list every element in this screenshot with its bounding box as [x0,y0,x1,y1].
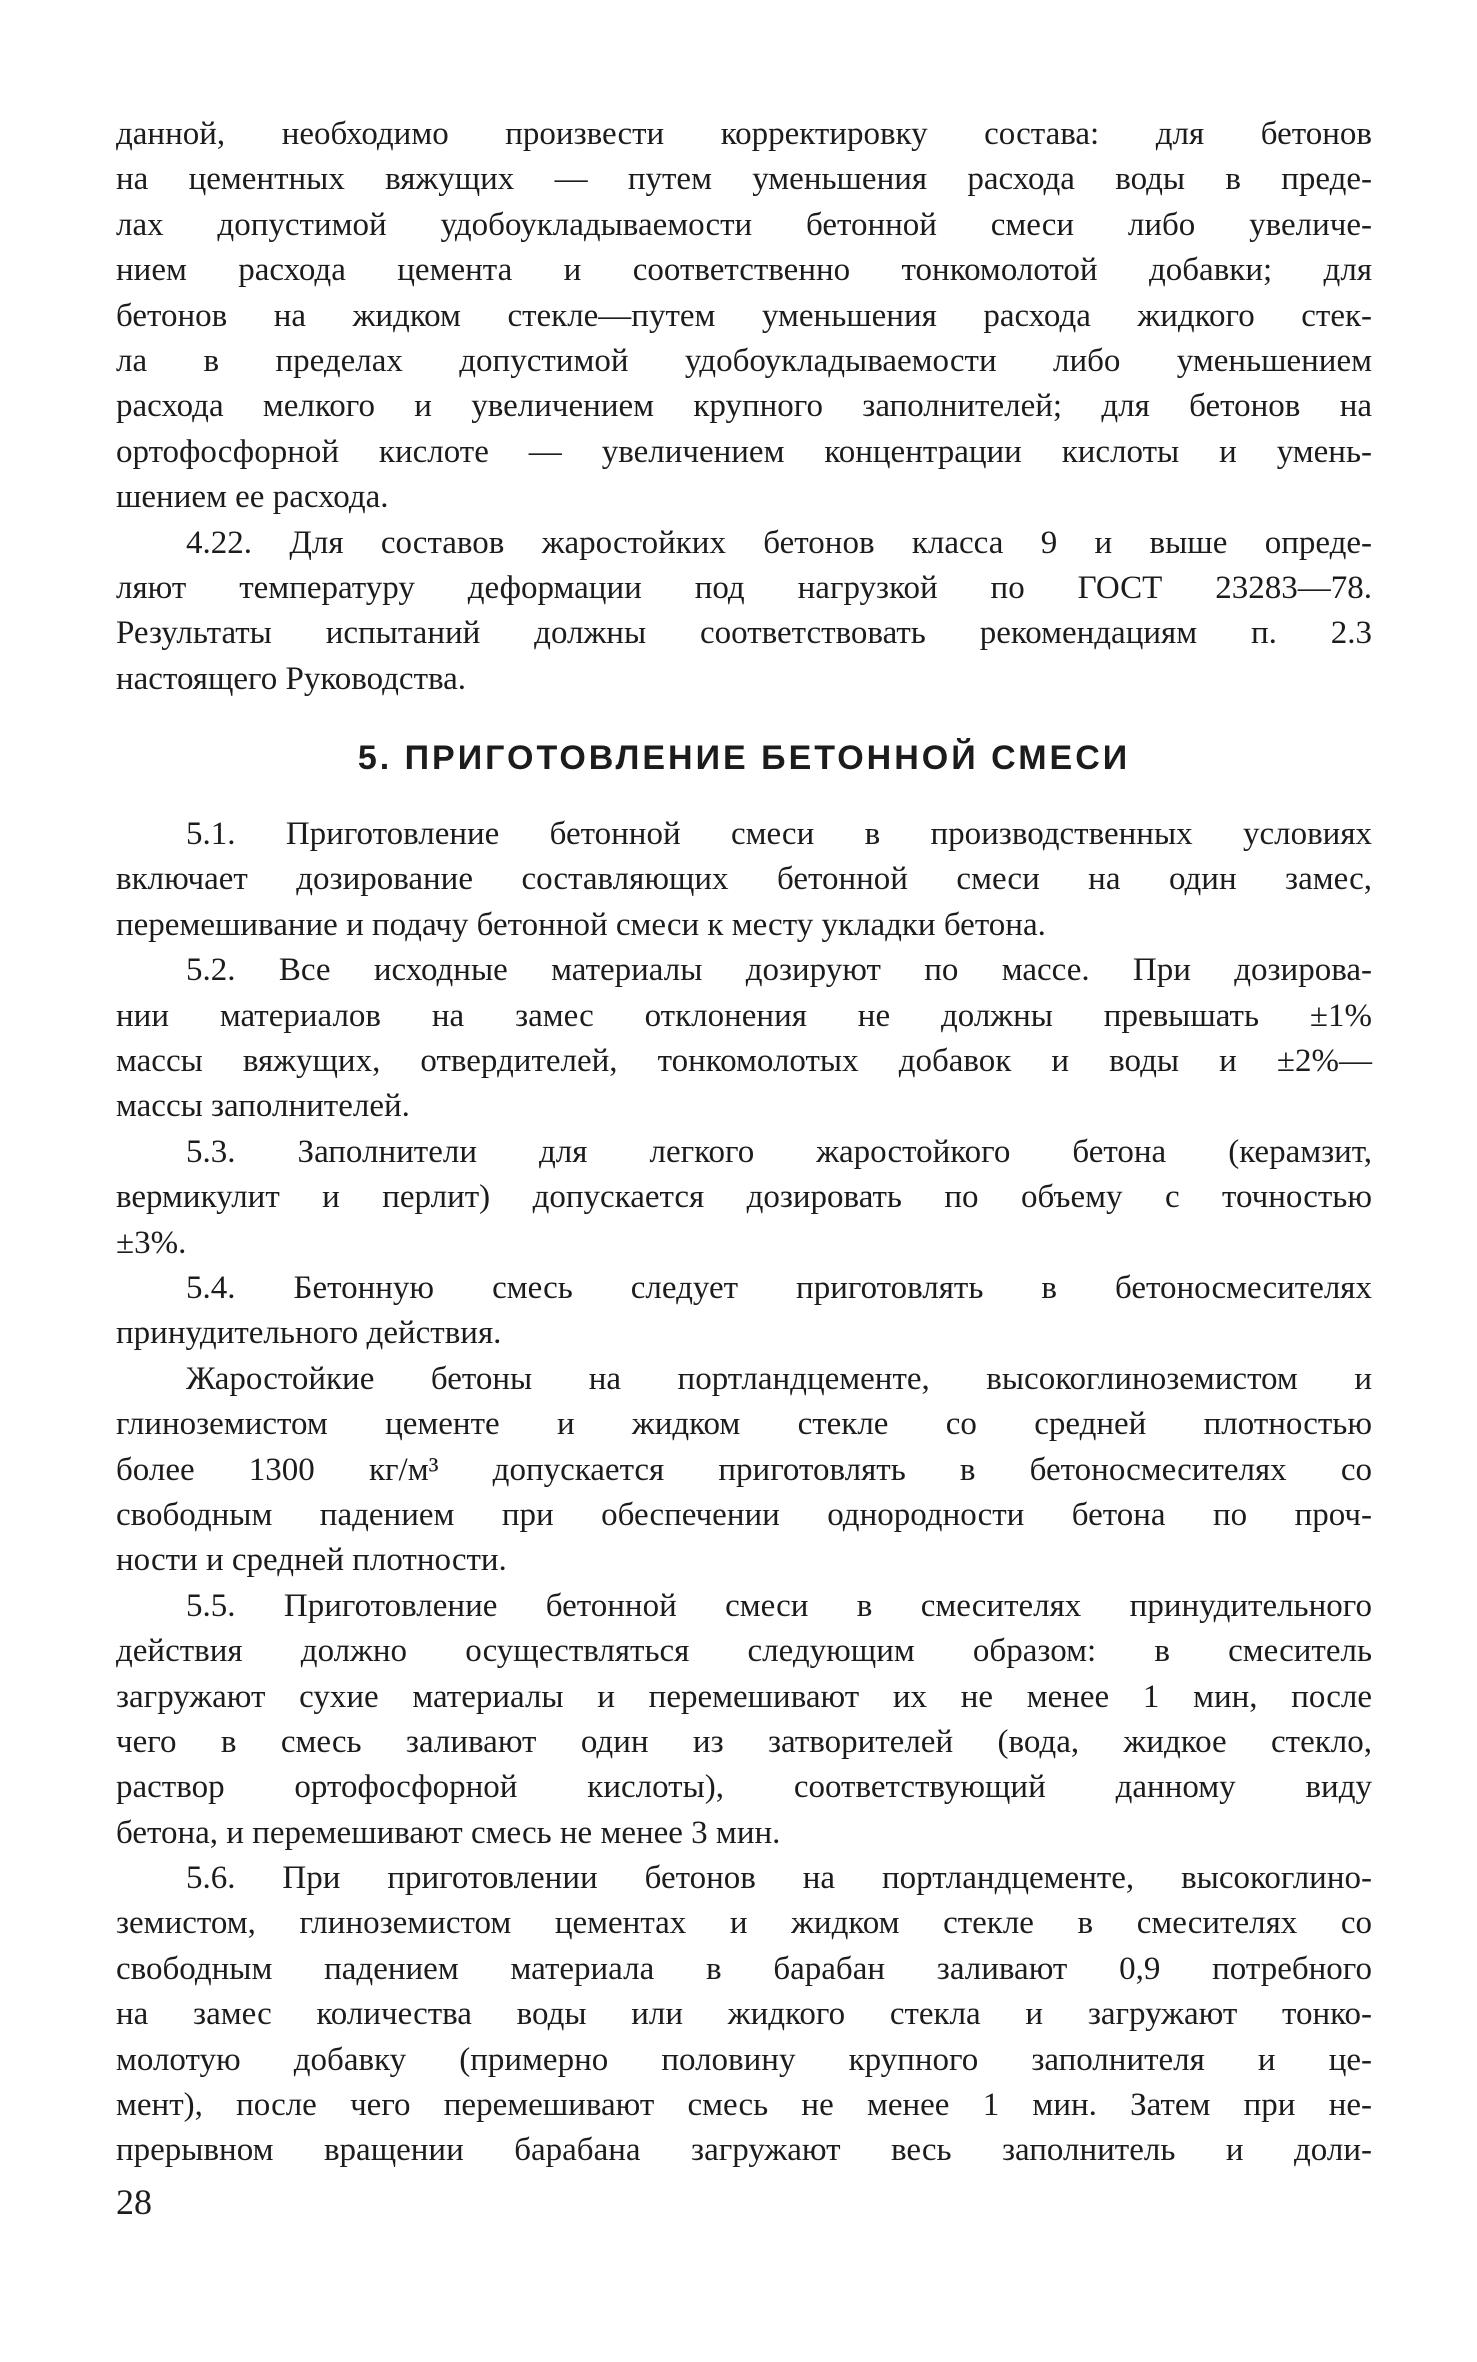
text-line: 5.5. Приготовление бетонной смеси в смесителях принудительного [186,1587,1372,1624]
text-line: массы вяжущих, отвердителей, тонкомолотых добавок и воды и ±2%— [116,1043,1372,1080]
text-line: шением ее расхода. [116,479,389,516]
text-line: нием расхода цемента и соответственно тонкомолотой добавки; для [116,252,1372,289]
text-line: Результаты испытаний должны соответствовать рекомендациям п. 2.3 [116,615,1372,652]
text-line: массы заполнителей. [116,1088,410,1125]
text-line: ляют температуру деформации под нагрузкой по ГОСТ 23283—78. [116,569,1372,606]
paragraph-5-4-continued [116,1357,1372,1584]
text-line: 5.2. Все исходные материалы дозируют по массе. При дозирова- [186,952,1372,989]
paragraph-5-4 [116,1266,1372,1357]
text-line: 5.1. Приготовление бетонной смеси в производственных условиях [186,816,1372,853]
page-number: 28 [116,2182,152,2222]
text-line: ности и средней плотности. [116,1542,507,1579]
text-line: 4.22. Для составов жаростойких бетонов класса 9 и выше опреде- [186,524,1372,561]
text-line: бетона, и перемешивают смесь не менее 3 мин. [116,1814,781,1851]
text-line: лах допустимой удобоукладываемости бетонной смеси либо увеличе- [116,206,1372,243]
text-line: чего в смесь заливают один из затворителей (вода, жидкое стекло, [116,1723,1372,1760]
paragraph-4-22 [116,521,1372,703]
text-line: земистом, глиноземистом цементах и жидком стекле в смесителях со [116,1905,1372,1942]
text-line: 5.4. Бетонную смесь следует приготовлять в бетоносмесителях [186,1269,1372,1306]
text-line: данной, необходимо произвести корректировку состава: для бетонов [116,116,1372,152]
text-line: нии материалов на замес отклонения не должны превышать ±1% [116,997,1372,1034]
text-line: на замес количества воды или жидкого стекла и загружают тонко- [116,1996,1372,2033]
text-line: действия должно осуществляться следующим образом: в смеситель [116,1633,1372,1670]
page-body [116,112,1372,2174]
text-line: включает дозирование составляющих бетонной смеси на один замес, [116,861,1372,898]
text-line: настоящего Руководства. [116,660,467,697]
text-line: свободным падением при обеспечении однородности бетона по проч- [116,1496,1372,1533]
paragraph-5-5 [116,1584,1372,1856]
text-line: принудительного действия. [116,1315,502,1352]
text-line: перемешивание и подачу бетонной смеси к месту укладки бетона. [116,906,1046,943]
text-line: ла в пределах допустимой удобоукладываемости либо уменьшением [116,342,1372,379]
paragraph-5-6 [116,1856,1372,2174]
section-heading: 5. ПРИГОТОВЛЕНИЕ БЕТОННОЙ СМЕСИ [357,739,1131,778]
text-line: 5.6. При приготовлении бетонов на портландцементе, высокоглино- [186,1860,1372,1897]
text-line: ортофосфорной кислоте — увеличением концентрации кислоты и умень- [116,433,1372,470]
text-line: ±3%. [116,1224,187,1261]
paragraph-5-1 [116,812,1372,948]
paragraph-5-2 [116,948,1372,1130]
text-line: молотую добавку (примерно половину крупного заполнителя и це- [116,2041,1372,2078]
text-line: прерывном вращении барабана загружают весь заполнитель и доли- [116,2132,1372,2169]
text-line: более 1300 кг/м³ допускается приготовлять в бетоносмесителях со [116,1451,1372,1488]
text-line: бетонов на жидком стекле—путем уменьшения расхода жидкого стек- [116,297,1372,334]
text-line: свободным падением материала в барабан заливают 0,9 потребного [116,1950,1372,1987]
text-line: расхода мелкого и увеличением крупного заполнителей; для бетонов на [116,388,1372,425]
text-line: Жаростойкие бетоны на портландцементе, высокоглиноземистом и [186,1360,1372,1397]
paragraph-intro [116,112,1372,521]
paragraph-5-3 [116,1130,1372,1266]
text-line: глиноземистом цементе и жидком стекле со средней плотностью [116,1406,1372,1443]
text-line: загружают сухие материалы и перемешивают их не менее 1 мин, после [116,1678,1372,1715]
text-line: 5.3. Заполнители для легкого жаростойкого бетона (керамзит, [186,1133,1372,1170]
text-line: на цементных вяжущих — путем уменьшения расхода воды в преде- [116,161,1372,198]
text-line: раствор ортофосфорной кислоты), соответствующий данному виду [116,1769,1372,1806]
text-line: мент), после чего перемешивают смесь не менее 1 мин. Затем при не- [116,2087,1372,2124]
text-line: вермикулит и перлит) допускается дозировать по объему с точностью [116,1179,1372,1216]
